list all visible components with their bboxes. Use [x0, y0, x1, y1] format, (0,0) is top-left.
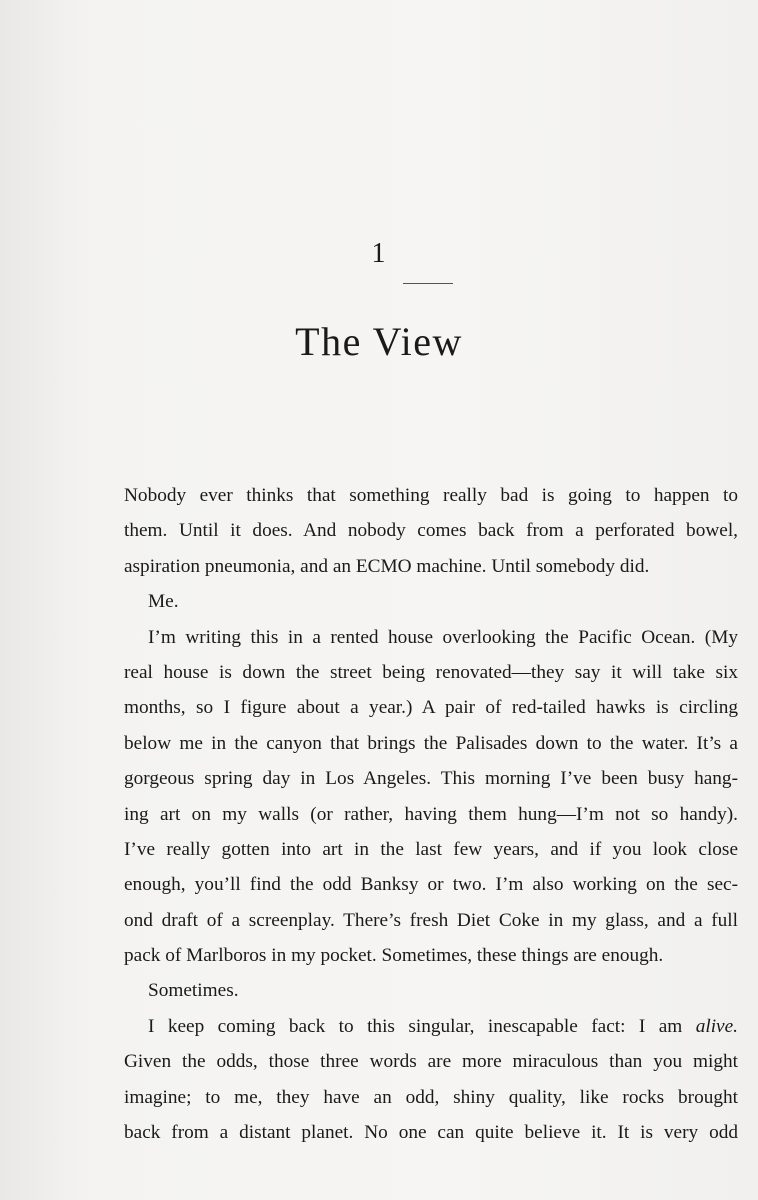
text-line: I keep coming back to this singular, inescapable fact: I am alive. [148, 1015, 738, 1037]
text-line: Me. [148, 591, 179, 613]
chapter-divider [403, 283, 453, 284]
text-line: back from a distant planet. No one can quite believe it. It is very odd [124, 1122, 738, 1144]
text-line: aspiration pneumonia, and an ECMO machine. Until somebody did. [124, 555, 650, 577]
text-line: them. Until it does. And nobody comes back from a perforated bowel, [124, 520, 738, 542]
text-line: Given the odds, those three words are more miraculous than you might [124, 1051, 738, 1073]
chapter-title: The View [295, 319, 463, 364]
text-line: Sometimes. [148, 980, 239, 1002]
text-line: real house is down the street being renovated—they say it will take six [124, 661, 738, 683]
body-text [124, 478, 738, 1150]
text-line: I’ve really gotten into art in the last few years, and if you look close [124, 838, 738, 860]
text-line: ing art on my walls (or rather, having them hung—I’m not so handy). [124, 803, 738, 825]
text-line: gorgeous spring day in Los Angeles. This morning I’ve been busy hang- [124, 768, 738, 790]
text-line: imagine; to me, they have an odd, shiny quality, like rocks brought [124, 1086, 738, 1108]
text-line: months, so I figure about a year.) A pair of red-tailed hawks is circling [124, 697, 738, 719]
chapter-number: 1 [371, 238, 387, 269]
text-line: below me in the canyon that brings the Palisades down to the water. It’s a [124, 732, 738, 754]
emphasized-word: alive. [695, 1015, 738, 1037]
text-line: enough, you’ll find the odd Banksy or two. I’m also working on the sec- [124, 874, 738, 896]
text-line: pack of Marlboros in my pocket. Sometimes, these things are enough. [124, 945, 664, 967]
text-line: ond draft of a screenplay. There’s fresh Diet Coke in my glass, and a full [124, 909, 738, 931]
text-line: I’m writing this in a rented house overlooking the Pacific Ocean. (My [148, 626, 738, 648]
text-line: Nobody ever thinks that something really bad is going to happen to [124, 485, 738, 506]
